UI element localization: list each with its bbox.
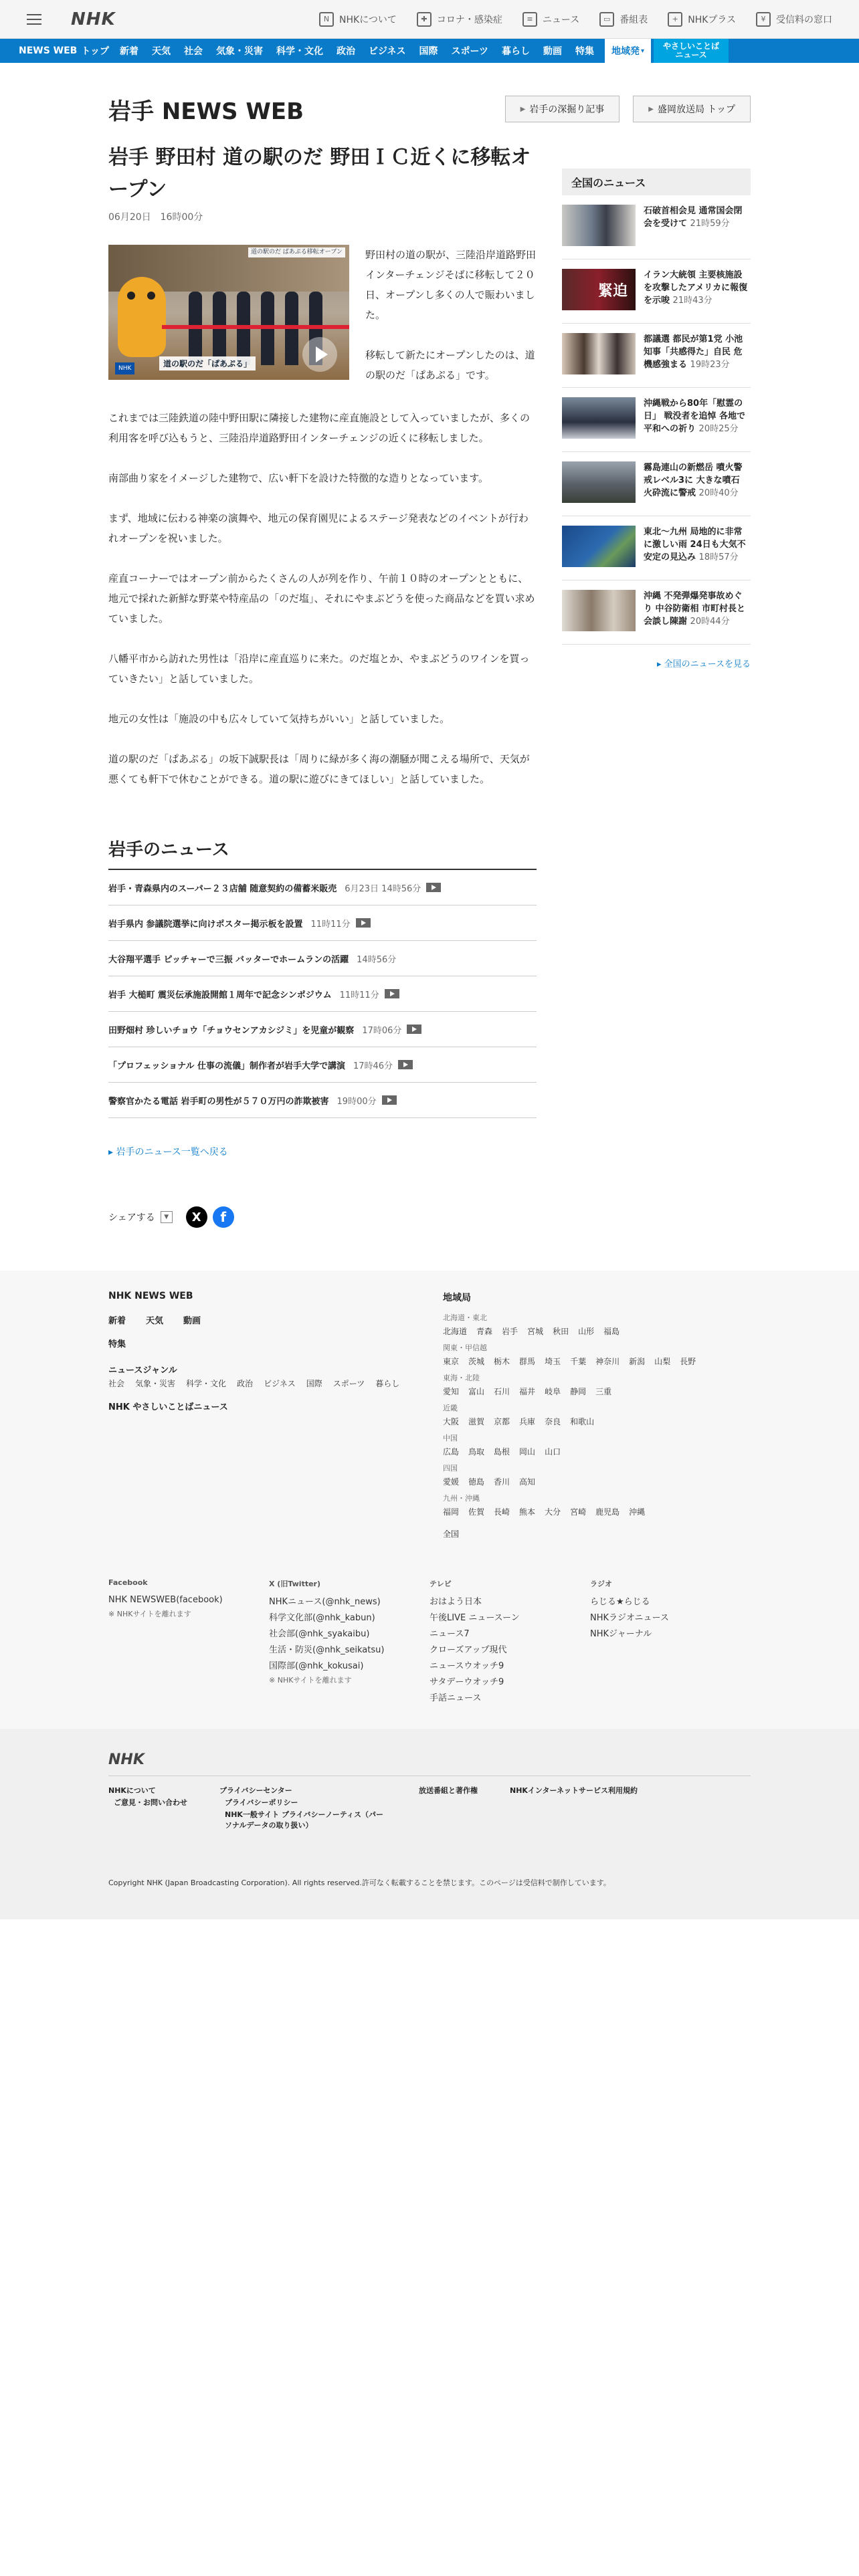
sidebar-news-item[interactable] xyxy=(562,259,751,324)
footer-genre-link[interactable]: 国際 xyxy=(306,1379,322,1388)
sidebar-news-item[interactable] xyxy=(562,580,751,645)
region-prefecture-link[interactable]: 宮崎 xyxy=(570,1507,587,1517)
region-prefecture-link[interactable]: 三重 xyxy=(595,1387,612,1396)
region-prefecture-link[interactable]: 奈良 xyxy=(545,1417,561,1426)
region-prefecture-link[interactable]: 香川 xyxy=(494,1477,510,1487)
news-item-text: 岩手・青森県内のスーパー２３店舗 随意契約の備蓄米販売 xyxy=(108,883,337,894)
footer-corp-link[interactable]: 放送番組と著作権 xyxy=(419,1786,478,1795)
region-prefecture-link[interactable]: 徳島 xyxy=(468,1477,485,1487)
sidebar-news-time: 21時43分 xyxy=(672,296,712,306)
footer-genre-link[interactable]: 科学・文化 xyxy=(186,1379,227,1388)
video-icon xyxy=(385,989,399,998)
article xyxy=(108,136,537,1228)
footer-link[interactable]: 動画 xyxy=(183,1316,201,1326)
video-icon xyxy=(398,1060,413,1069)
play-icon[interactable] xyxy=(302,337,337,372)
region-prefecture-list xyxy=(443,1476,751,1487)
region-prefecture-link[interactable]: 愛媛 xyxy=(443,1477,460,1487)
header-link-news[interactable] xyxy=(522,12,579,27)
facebook-share-icon[interactable]: f xyxy=(213,1206,234,1228)
footer-easy-news-link[interactable]: NHK やさしいことばニュース xyxy=(108,1402,228,1412)
nav-item-video[interactable]: 動画 xyxy=(543,46,562,57)
region-prefecture-link[interactable]: 長崎 xyxy=(494,1507,510,1517)
news-thumbnail xyxy=(562,397,636,439)
footer-link[interactable]: 新着 xyxy=(108,1316,126,1326)
region-area-label: 近畿 xyxy=(443,1404,458,1412)
national-news-sidebar xyxy=(562,169,751,1228)
nav-item-region[interactable] xyxy=(605,39,651,63)
local-news-item[interactable] xyxy=(108,941,537,976)
national-news-more-link[interactable] xyxy=(562,657,751,669)
lead-paragraph: 移転して新たにオープンしたのは、道の駅のだ「ぱあぷる」です。 xyxy=(365,349,535,381)
article-body xyxy=(108,408,537,789)
news-item-text: 岩手 大槌町 震災伝承施設開館１周年で記念シンポジウム xyxy=(108,990,332,1000)
footer-corp-link[interactable]: プライバシーセンター xyxy=(219,1786,292,1795)
region-prefecture-link[interactable]: 沖縄 xyxy=(629,1507,646,1517)
region-prefecture-link[interactable]: 新潟 xyxy=(629,1357,646,1366)
footer-genre-link[interactable]: スポーツ xyxy=(332,1379,365,1388)
easy-news-line2: ニュース xyxy=(675,50,707,60)
news-item-time: 19時00分 xyxy=(337,1096,377,1107)
sidebar-news-item[interactable] xyxy=(562,516,751,580)
region-prefecture-list xyxy=(443,1386,751,1397)
footer-tv-link[interactable]: クローズアップ現代 xyxy=(430,1645,507,1655)
footer-column-title: Facebook xyxy=(108,1578,148,1587)
region-prefecture-list xyxy=(443,1325,751,1337)
region-prefecture-link[interactable]: 青森 xyxy=(476,1327,493,1336)
region-prefecture-link[interactable]: 和歌山 xyxy=(570,1417,595,1426)
easy-news-line1: やさしいことば xyxy=(663,41,720,51)
sidebar-news-item[interactable] xyxy=(562,195,751,259)
article-date: 06月20日 16時00分 xyxy=(108,212,203,223)
news-thumbnail xyxy=(562,526,636,567)
footer-regions xyxy=(443,1291,751,1539)
news-item-text: 「プロフェッショナル 仕事の流儀」制作者が岩手大学で講演 xyxy=(108,1061,345,1071)
region-prefecture-link[interactable]: 山形 xyxy=(578,1327,595,1336)
footer-genre-link[interactable]: 社会 xyxy=(108,1379,125,1388)
nav-region-label: 地域発 xyxy=(611,46,640,57)
header-links xyxy=(319,12,832,27)
footer-genre-list xyxy=(108,1376,403,1392)
footer-link-group xyxy=(510,1784,638,1830)
footer-tv-link[interactable]: 手話ニュース xyxy=(430,1693,482,1703)
footer-corporate-links xyxy=(108,1784,638,1830)
region-prefecture-link[interactable]: 群馬 xyxy=(519,1357,536,1366)
local-news-item[interactable] xyxy=(108,1083,537,1118)
nav-item-business[interactable]: ビジネス xyxy=(368,46,406,57)
video-icon xyxy=(426,883,441,892)
chevron-down-icon: ▾ xyxy=(641,47,645,55)
footer-genre-link[interactable]: 暮らし xyxy=(375,1379,400,1388)
region-list xyxy=(443,1312,751,1517)
sidebar-news-headline: イラン大統領 主要核施設を攻撃したアメリカに報復を示唆 xyxy=(644,270,748,306)
news-item-text: 岩手県内 参議院選挙に向けポスター掲示板を設置 xyxy=(108,919,303,930)
page-header xyxy=(108,63,751,136)
news-item-text: 大谷翔平選手 ピッチャーで三振 バッターでホームランの活躍 xyxy=(108,954,349,965)
region-prefecture-link[interactable]: 島根 xyxy=(494,1447,510,1457)
chevron-right-icon: ▶ xyxy=(648,105,654,113)
news-icon: ≡ xyxy=(522,12,537,27)
footer-genre-title: ニュースジャンル xyxy=(108,1366,177,1376)
region-prefecture-link[interactable]: 山口 xyxy=(545,1447,561,1457)
region-prefecture-link[interactable]: 鹿児島 xyxy=(595,1507,620,1517)
news-thumbnail xyxy=(562,333,636,374)
region-prefecture-link[interactable]: 福島 xyxy=(603,1327,620,1336)
header-link-schedule[interactable] xyxy=(599,12,648,27)
share-label: シェアする xyxy=(108,1212,155,1223)
footer-link-group xyxy=(419,1784,478,1830)
region-prefecture-link[interactable]: 静岡 xyxy=(570,1387,587,1396)
nav-item-society[interactable]: 社会 xyxy=(183,46,203,57)
region-prefecture-link[interactable]: 広島 xyxy=(443,1447,460,1457)
footer-main-links xyxy=(108,1313,416,1326)
sidebar-news-text xyxy=(644,526,751,570)
body-paragraph: 道の駅のだ「ぱあぷる」の坂下誠駅長は「周りに緑が多く海の潮騒が聞こえる場所で、天気が悪くても軒下で休むことができる。道の駅に遊びにきてほしい」と話していました。 xyxy=(108,753,530,785)
photo-caption: 道の駅のだ「ぱあぷる」 xyxy=(159,356,256,370)
nav-item-international[interactable]: 国際 xyxy=(419,46,438,57)
copyright: Copyright NHK (Japan Broadcasting Corporation). All rights reserved.許可なく転載することを禁じます。このページは受信料で制作しています。 xyxy=(108,1879,611,1887)
body-paragraph: 八幡平市から訪れた男性は「沿岸に産直巡りに来た。のだ塩とか、やまぶどうのワインを買っていきたい」と話していました。 xyxy=(108,653,530,685)
article-video-thumbnail[interactable] xyxy=(108,245,349,380)
local-news-item[interactable] xyxy=(108,1047,537,1083)
morioka-top-button[interactable] xyxy=(633,96,751,122)
footer-x-link[interactable]: NHKニュース(@nhk_news) xyxy=(269,1597,381,1607)
footer-x-link[interactable]: 国際部(@nhk_kokusai) xyxy=(269,1661,364,1671)
local-news-item[interactable] xyxy=(108,905,537,941)
lead-text xyxy=(365,245,537,385)
video-icon xyxy=(407,1025,421,1034)
deep-dive-button[interactable] xyxy=(505,96,620,122)
region-prefecture-link[interactable]: 高知 xyxy=(519,1477,536,1487)
local-news-item[interactable] xyxy=(108,1012,537,1047)
header-link-label: 受信料の窓口 xyxy=(776,14,832,25)
footer-region-title: 地域局 xyxy=(443,1293,471,1303)
footer-column-title: テレビ xyxy=(430,1580,452,1588)
header-link-plus[interactable] xyxy=(668,12,736,27)
footer-corp-link[interactable]: プライバシーポリシー xyxy=(225,1798,298,1807)
footer-container xyxy=(108,1271,751,1729)
footer-facebook-column xyxy=(108,1578,269,1707)
news-thumbnail xyxy=(562,205,636,246)
footer-x-link[interactable]: 社会部(@nhk_syakaibu) xyxy=(269,1629,370,1639)
content-columns xyxy=(108,136,751,1228)
region-prefecture-link[interactable]: 鳥取 xyxy=(468,1447,485,1457)
share-bar xyxy=(108,1206,537,1228)
header-link-label: NHKプラス xyxy=(688,14,736,25)
local-news-item[interactable] xyxy=(108,870,537,905)
region-prefecture-link[interactable]: 福井 xyxy=(519,1387,536,1396)
body-paragraph: これまでは三陸鉄道の陸中野田駅に隣接した建物に産直施設として入っていましたが、多くの利用客を呼び込もうと、三陸沿岸道路野田インターチェンジの近くに移転しました。 xyxy=(108,412,531,444)
news-item-text: 田野畑村 珍しいチョウ「チョウセンアカシジミ」を児童が観察 xyxy=(108,1025,355,1036)
corporate-footer-container xyxy=(108,1729,751,1919)
footer-corp-link[interactable]: ご意見・お問い合わせ xyxy=(114,1798,187,1807)
ribbon-tape xyxy=(162,325,349,329)
footer-social-columns xyxy=(108,1578,751,1707)
x-share-icon[interactable]: X xyxy=(186,1206,207,1228)
page-container xyxy=(108,63,751,1228)
sidebar-news-headline: 沖縄戦から80年「慰霊の日」 戦没者を追悼 各地で平和への祈り xyxy=(644,399,746,434)
region-prefecture-list xyxy=(443,1356,751,1367)
footer-tv-link[interactable]: おはよう日本 xyxy=(430,1597,482,1607)
chevron-right-icon: ▶ xyxy=(520,105,526,113)
region-prefecture-link[interactable]: 長野 xyxy=(680,1357,696,1366)
nav-brand: NEWS WEB xyxy=(19,45,78,56)
footer-radio-column xyxy=(590,1578,751,1707)
footer-tv-link[interactable]: サタデーウオッチ9 xyxy=(430,1677,504,1687)
local-news-item[interactable] xyxy=(108,976,537,1012)
region-prefecture-link[interactable]: 福岡 xyxy=(443,1507,460,1517)
video-icon xyxy=(382,1095,397,1105)
nhk-icon: N xyxy=(319,12,334,27)
footer-tv-link[interactable]: ニュースウオッチ9 xyxy=(430,1661,504,1671)
news-item-time: 11時11分 xyxy=(339,990,379,1000)
local-news-list xyxy=(108,870,537,1118)
region-prefecture-list xyxy=(443,1506,751,1517)
region-prefecture-link[interactable]: 富山 xyxy=(468,1387,485,1396)
category-nav xyxy=(0,39,859,63)
sidebar-news-text xyxy=(644,461,751,506)
footer-tv-link[interactable]: ニュース7 xyxy=(430,1629,470,1639)
station-buttons xyxy=(505,96,751,122)
mascot-figure xyxy=(118,277,166,357)
news-item-time: 14時56分 xyxy=(357,954,397,965)
region-prefecture-link[interactable]: 岡山 xyxy=(519,1447,536,1457)
sidebar-news-text xyxy=(644,397,751,442)
sidebar-news-headline: 都議選 都民が第1党 小池知事「共感得た」自民 危機感強まる xyxy=(644,334,743,370)
chevron-down-icon[interactable]: ▼ xyxy=(161,1211,173,1223)
region-prefecture-link[interactable]: 京都 xyxy=(494,1417,510,1426)
footer-tv-link[interactable]: 午後LIVE ニュースーン xyxy=(430,1613,520,1623)
nav-top-label: トップ xyxy=(81,46,109,57)
body-paragraph: 南部曲り家をイメージした建物で、広い軒下を設けた特徴的な造りとなっています。 xyxy=(108,472,489,484)
header-link-fee[interactable] xyxy=(756,12,832,27)
nav-item-science[interactable]: 科学・文化 xyxy=(276,46,323,57)
nav-item-easy-news[interactable] xyxy=(654,39,729,63)
body-paragraph: 地元の女性は「施設の中も広々していて気持ちがいい」と話していました。 xyxy=(108,713,450,725)
sidebar-news-headline: 沖縄 不発弾爆発事故めぐり 中谷防衛相 市町村長と会談し陳謝 xyxy=(644,591,746,627)
footer-facebook-link[interactable]: NHK NEWSWEB(facebook) xyxy=(108,1595,223,1605)
lead-paragraph: 野田村の道の駅が、三陸沿岸道路野田インターチェンジそばに移転して２０日、オープンし多くの人で賑わいました。 xyxy=(365,249,537,321)
sidebar-news-headline: 東北～九州 局地的に非常に激しい雨 24日も大気不安定の見込み xyxy=(644,527,746,562)
footer-corp-link[interactable]: NHK一般サイト プライバシーノーティス（パーソナルデータの取り扱い） xyxy=(225,1810,384,1830)
sidebar-news-text xyxy=(644,590,751,635)
footer-column-title: X (旧Twitter) xyxy=(269,1580,320,1588)
sidebar-news-item[interactable] xyxy=(562,388,751,452)
region-prefecture-link[interactable]: 秋田 xyxy=(553,1327,569,1336)
footer-link-group xyxy=(219,1784,387,1830)
sidebar-news-time: 20時40分 xyxy=(698,488,739,498)
footer-link-group xyxy=(108,1784,187,1830)
region-area-label: 関東・甲信越 xyxy=(443,1344,487,1352)
site-footer xyxy=(0,1271,859,1729)
news-item-time: 17時06分 xyxy=(362,1025,402,1036)
nav-item-sports[interactable]: スポーツ xyxy=(451,46,488,57)
footer-genre-link[interactable]: 気象・災害 xyxy=(135,1379,176,1388)
plus-icon: + xyxy=(668,12,682,27)
header-link-label: コロナ・感染症 xyxy=(436,14,502,25)
local-news-title: 岩手のニュース xyxy=(108,836,537,870)
news-item-time: 11時11分 xyxy=(310,919,351,930)
header-link-label: 番組表 xyxy=(619,14,648,25)
nav-item-disaster[interactable]: 気象・災害 xyxy=(215,46,263,57)
body-paragraph: まず、地域に伝わる神楽の演舞や、地元の保育園児によるステージ発表などのイベントが行われオープンを祝いました。 xyxy=(108,512,529,544)
nhk-watermark-logo: NHK xyxy=(115,362,134,374)
header-link-label: NHKについて xyxy=(339,14,397,25)
footer-news-web xyxy=(108,1291,416,1412)
footer-x-link[interactable]: 生活・防災(@nhk_seikatsu) xyxy=(269,1645,385,1655)
article-title: 岩手 野田村 道の駅のだ 野田ＩＣ近くに移転オープン xyxy=(108,146,531,201)
chevron-right-icon: ▸ xyxy=(108,1147,116,1158)
region-prefecture-link[interactable]: 岩手 xyxy=(502,1327,518,1336)
footer-external-note: ※ NHKサイトを離れます xyxy=(108,1610,191,1618)
footer-radio-link[interactable]: NHKジャーナル xyxy=(590,1629,652,1639)
region-area-label: 九州・沖縄 xyxy=(443,1494,480,1503)
sidebar-title: 全国のニュース xyxy=(562,169,751,195)
region-area-label: 東海・北陸 xyxy=(443,1374,480,1382)
deep-dive-label: 岩手の深掘り記事 xyxy=(529,104,605,115)
region-area-label: 四国 xyxy=(443,1464,458,1473)
region-prefecture-list xyxy=(443,1446,751,1457)
body-paragraph: 産直コーナーではオープン前からたくさんの人が列を作り、午前１０時のオープンとともに、地元で採れた新鮮な野菜や特産品の「のだ塩」、それにやまぶどうを使った商品などを買い求めていました。 xyxy=(108,572,535,625)
news-thumbnail xyxy=(562,461,636,503)
region-prefecture-link[interactable]: 岐阜 xyxy=(545,1387,561,1396)
footer-corp-link[interactable]: NHKインターネットサービス利用規約 xyxy=(510,1786,638,1795)
photo-banner-text: 道の駅のだ ぱあぷる移転オープン xyxy=(248,247,345,257)
news-item-time: 17時46分 xyxy=(353,1061,393,1071)
more-link-label: 全国のニュースを見る xyxy=(664,659,751,669)
news-thumbnail xyxy=(562,269,636,310)
nav-item-feature[interactable]: 特集 xyxy=(575,46,594,57)
thumbnail-label: 緊迫 xyxy=(597,282,628,300)
nav-item-life[interactable]: 暮らし xyxy=(502,46,530,57)
nav-item-politics[interactable]: 政治 xyxy=(336,46,355,57)
site-title[interactable]: 岩手 NEWS WEB xyxy=(108,98,304,125)
sidebar-news-text xyxy=(644,269,751,314)
footer-radio-link[interactable]: NHKラジオニュース xyxy=(590,1613,669,1623)
corporate-footer xyxy=(0,1729,859,1919)
region-area-label: 中国 xyxy=(443,1434,458,1442)
region-prefecture-link[interactable]: 愛知 xyxy=(443,1387,460,1396)
news-item-text: 警察官かたる電話 岩手町の男性が５７０万円の詐欺被害 xyxy=(108,1096,329,1107)
header-link-about[interactable] xyxy=(319,12,397,27)
news-item-time: 6月23日 14時56分 xyxy=(345,883,421,894)
region-prefecture-link[interactable]: 山梨 xyxy=(654,1357,671,1366)
region-prefecture-link[interactable]: 栃木 xyxy=(494,1357,510,1366)
region-prefecture-link[interactable]: 佐賀 xyxy=(468,1507,485,1517)
footer-nhk-logo[interactable]: NHK xyxy=(108,1751,145,1768)
region-prefecture-link[interactable]: 埼玉 xyxy=(545,1357,561,1366)
header-link-corona[interactable] xyxy=(417,12,502,27)
footer-tv-column xyxy=(430,1578,590,1707)
footer-link[interactable]: 天気 xyxy=(146,1316,164,1326)
sidebar-news-time: 20時25分 xyxy=(698,424,739,434)
region-prefecture-list xyxy=(443,1416,751,1427)
nav-news-web-top[interactable] xyxy=(12,39,113,63)
region-prefecture-link[interactable]: 神奈川 xyxy=(595,1357,620,1366)
sidebar-news-time: 18時57分 xyxy=(698,552,739,562)
sidebar-news-time: 21時59分 xyxy=(690,219,730,229)
region-prefecture-link[interactable]: 北海道 xyxy=(443,1327,468,1336)
video-icon xyxy=(356,918,371,928)
nav-item-weather[interactable]: 天気 xyxy=(151,46,171,57)
footer-brand[interactable]: NHK NEWS WEB xyxy=(108,1291,193,1301)
region-prefecture-link[interactable]: 滋賀 xyxy=(468,1417,485,1426)
region-prefecture-link[interactable]: 大分 xyxy=(545,1507,561,1517)
region-prefecture-link[interactable]: 大阪 xyxy=(443,1417,460,1426)
footer-link-feature[interactable]: 特集 xyxy=(108,1339,126,1350)
corona-icon: ✚ xyxy=(417,12,432,27)
footer-column-title: ラジオ xyxy=(590,1580,612,1588)
news-thumbnail xyxy=(562,590,636,631)
sidebar-news-time: 19時23分 xyxy=(690,360,730,370)
region-prefecture-link[interactable]: 茨城 xyxy=(468,1357,485,1366)
nhk-logo[interactable]: NHK xyxy=(71,9,116,29)
region-all-link[interactable]: 全国 xyxy=(443,1529,460,1539)
footer-radio-link[interactable]: らじる★らじる xyxy=(590,1597,650,1607)
sidebar-news-item[interactable] xyxy=(562,324,751,388)
menu-icon[interactable] xyxy=(27,14,41,25)
footer-genre-link[interactable]: 政治 xyxy=(237,1379,254,1388)
nav-item-new[interactable]: 新着 xyxy=(119,46,138,57)
footer-genre-link[interactable]: ビジネス xyxy=(264,1379,296,1388)
top-header xyxy=(0,0,859,39)
local-news-more-link[interactable] xyxy=(108,1145,537,1158)
region-prefecture-link[interactable]: 千葉 xyxy=(570,1357,587,1366)
region-prefecture-link[interactable]: 石川 xyxy=(494,1387,510,1396)
more-link-label: 岩手のニュース一覧へ戻る xyxy=(116,1147,228,1158)
footer-external-note: ※ NHKサイトを離れます xyxy=(269,1676,352,1685)
sidebar-news-headline: 石破首相会見 通常国会閉会を受けて xyxy=(644,206,743,229)
chevron-right-icon: ▸ xyxy=(656,659,664,669)
sidebar-news-time: 20時44分 xyxy=(690,617,730,627)
article-lead xyxy=(108,245,537,385)
footer-corp-link[interactable]: NHKについて xyxy=(108,1786,156,1795)
region-prefecture-link[interactable]: 熊本 xyxy=(519,1507,536,1517)
tv-icon: ▭ xyxy=(599,12,614,27)
fee-icon: ¥ xyxy=(756,12,771,27)
region-prefecture-link[interactable]: 東京 xyxy=(443,1357,460,1366)
header-link-label: ニュース xyxy=(542,14,580,25)
footer-x-link[interactable]: 科学文化部(@nhk_kabun) xyxy=(269,1613,375,1623)
footer-x-column xyxy=(269,1578,430,1707)
easy-news-label xyxy=(663,42,719,60)
sidebar-news-headline: 霧島連山の新燃岳 噴火警戒レベル3に 大きな噴石 火砕流に警戒 xyxy=(644,463,743,498)
region-prefecture-link[interactable]: 兵庫 xyxy=(519,1417,536,1426)
sidebar-news-text xyxy=(644,333,751,378)
sidebar-news-text xyxy=(644,205,751,249)
region-area-label: 北海道・東北 xyxy=(443,1313,487,1322)
sidebar-news-item[interactable] xyxy=(562,452,751,516)
region-prefecture-link[interactable]: 宮城 xyxy=(527,1327,544,1336)
morioka-top-label: 盛岡放送局 トップ xyxy=(657,104,735,115)
